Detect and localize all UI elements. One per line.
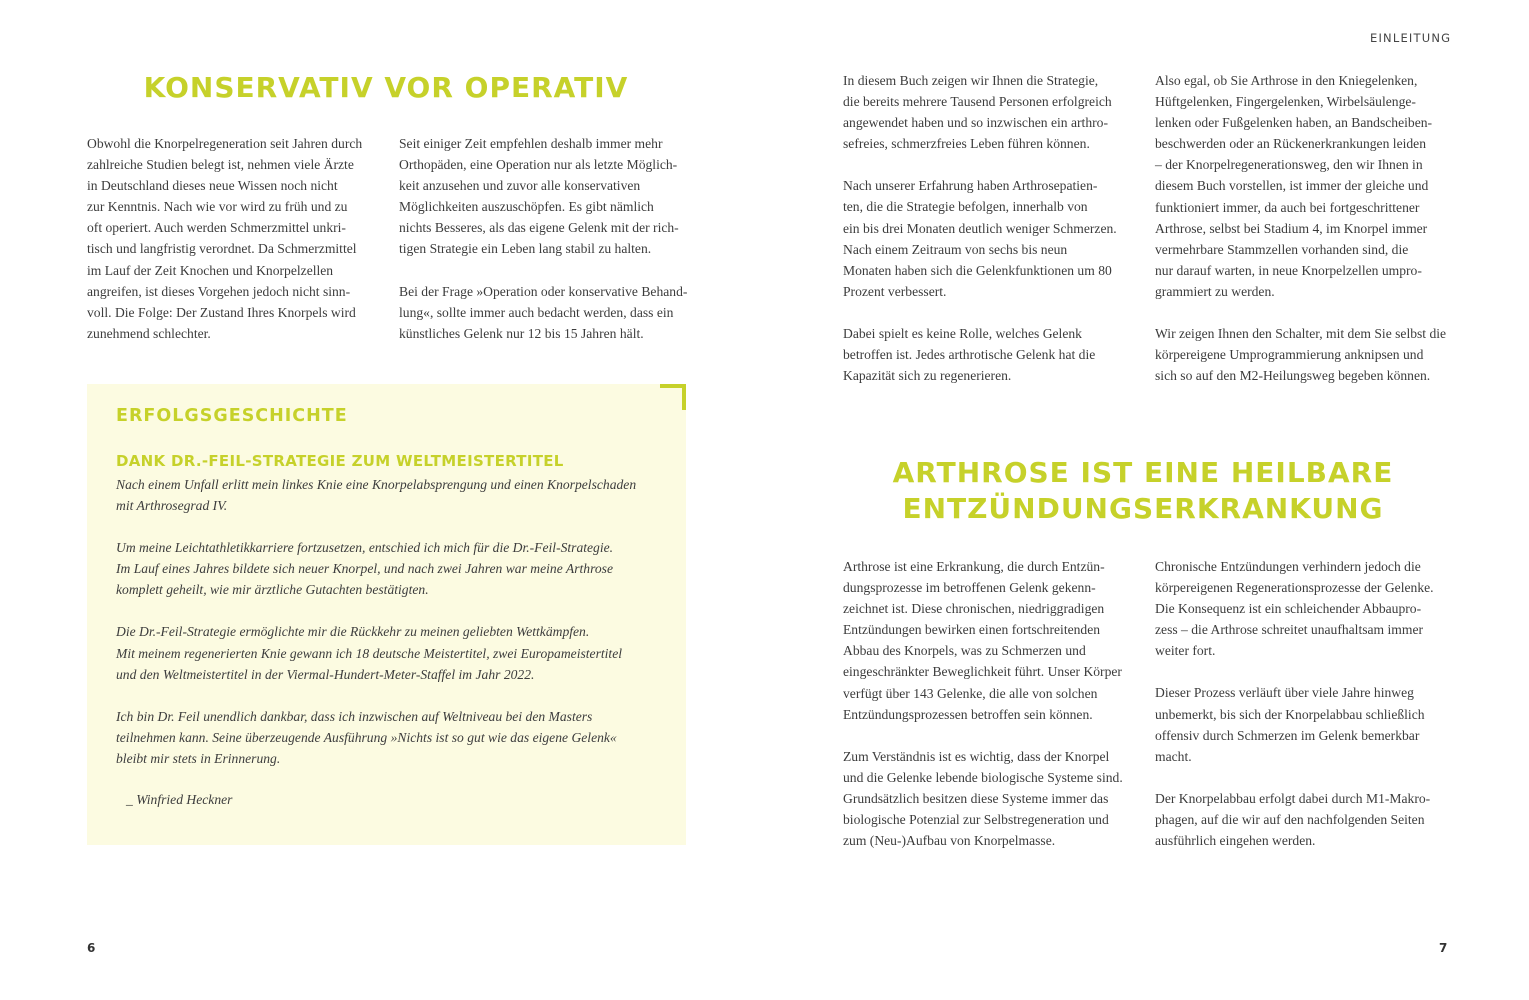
right-column-4 [1155, 556, 1455, 851]
right-column-3 [843, 556, 1143, 851]
left-column-1 [87, 133, 387, 344]
running-head: EINLEITUNG [1370, 31, 1452, 45]
section-heading-konservativ: KONSERVATIV VOR OPERATIV [143, 71, 629, 104]
paragraph: Der Knorpelabbau erfolgt dabei durch M1-Makro- phagen, auf die wir auf den nachfolgenden Seiten ausführlich eingehen werden. [1155, 790, 1431, 849]
box-title: DANK DR.-FEIL-STRATEGIE ZUM WELTMEISTERTITEL [116, 452, 564, 470]
heading-line: ENTZÜNDUNGSERKRANKUNG [902, 492, 1384, 525]
paragraph: Also egal, ob Sie Arthrose in den Kniegelenken, Hüftgelenken, Fingergelenken, Wirbelsäulenge- lenken oder Fußgelenken haben, an Bandscheiben- beschwerden oder an Rückenerkrankungen leiden – der Knorpelregenerationsweg, den wir Ihnen in diesem Buch vorstellen, ist immer der gleiche und funktioniert immer, da auch bei fortgeschrittener Arthrose, selbst bei Stadium 4, im Knorpel immer vermehrbare Stammzellen vorhanden sind, die nur darauf warten, in neue Knorpelzellen umpro- grammiert zu werden. [1155, 73, 1433, 299]
paragraph: Arthrose ist eine Erkrankung, die durch Entzün- dungsprozesse im betroffenen Gelenk gekenn- zeichnet ist. Diese chronischen, niedriggradigen Entzündungen bewirken einen fortschreitenden Abbau des Knorpels, was zu Schmerzen und eingeschränkter Beweglichkeit führt. Unser Körper verfügt über 143 Gelenke, die alle von solchen Entzündungsprozessen betroffen sein können. [843, 559, 1122, 722]
paragraph: Dabei spielt es keine Rolle, welches Gelenk betroffen ist. Jedes arthrotische Gelenk hat die Kapazität sich zu regenerieren. [843, 325, 1096, 384]
box-paragraph: Um meine Leichtathletikkarriere fortzusetzen, entschied ich mich für die Dr.-Feil-Strategie. Im Lauf eines Jahres bildete sich neuer Knorpel, und nach zwei Jahren war meine Arthrose komplett geheilt, wie mir ärztliche Gutachten bestätigten. [116, 540, 614, 598]
paragraph: Wir zeigen Ihnen den Schalter, mit dem Sie selbst die körpereigene Umprogrammierung anknipsen und sich so auf den M2-Heilungsweg begeben können. [1155, 326, 1447, 384]
right-column-2 [1155, 70, 1455, 386]
box-body [116, 474, 676, 790]
paragraph: Nach unserer Erfahrung haben Arthrosepatien- ten, die die Strategie befolgen, innerhalb von ein bis drei Monaten deutlich weniger Schmerzen. Nach einem Zeitraum von sechs bis neun Monaten haben sich die Gelenkfunktionen um 80 Prozent verbessert. [843, 178, 1117, 299]
box-paragraph: Ich bin Dr. Feil unendlich dankbar, dass ich inzwischen auf Weltniveau bei den Masters teilnehmen kann. Seine überzeugende Ausführung »Nichts ist so gut wie das eigene Gelenk« bleibt mir stets in Erinnerung. [116, 708, 617, 766]
paragraph: Dieser Prozess verläuft über viele Jahre hinweg unbemerkt, bis sich der Knorpelabbau schließlich offensiv durch Schmerzen im Gelenk bemerkbar macht. [1155, 685, 1425, 764]
section-heading-arthrose [843, 455, 1443, 527]
paragraph: Zum Verständnis ist es wichtig, dass der Knorpel und die Gelenke lebende biologische Systeme sind. Grundsätzlich besitzen diese Systeme immer das biologische Potenzial zur Selbstregeneration und zum (Neu-)Aufbau von Knorpelmasse. [843, 748, 1123, 849]
page-number-right: 7 [1439, 941, 1448, 955]
corner-accent [660, 384, 686, 410]
paragraph: Obwohl die Knorpelregeneration seit Jahren durch zahlreiche Studien belegt ist, nehmen viele Ärzte in Deutschland dieses neue Wissen noch nicht zur Kenntnis. Nach wie vor wird zu früh und zu oft operiert. Auch werden Schmerzmittel unkri- tisch und langfristig verordnet. Da Schmerzmittel im Lauf der Zeit Knochen und Knorpelzellen angreifen, ist dieses Vorgehen jedoch nicht sinn- voll. Die Folge: Der Zustand Ihres Knorpels wird zunehmend schlechter. [87, 136, 363, 341]
box-paragraph: Nach einem Unfall erlitt mein linkes Knie eine Knorpelabsprengung und einen Knorpelschaden mit Arthrosegrad IV. [116, 477, 637, 514]
paragraph: Bei der Frage »Operation oder konservative Behand- lung«, sollte immer auch bedacht werden, dass ein künstliches Gelenk nur 12 bis 15 Jahren hält. [399, 283, 688, 341]
paragraph: In diesem Buch zeigen wir Ihnen die Strategie, die bereits mehrere Tausend Personen erfolgreich angewendet haben und so inzwischen ein arthro- sefreies, schmerzfreies Leben führen können. [843, 73, 1112, 152]
box-paragraph: Die Dr.-Feil-Strategie ermöglichte mir die Rückkehr zu meinen geliebten Wettkämpfen. Mit meinem regenerierten Knie gewann ich 18 deutsche Meistertitel, zwei Europameistertitel und den Weltmeistertitel in der Viermal-Hundert-Meter-Staffel im Jahr 2022. [116, 624, 623, 682]
heading-line: ARTHROSE IST EINE HEILBARE [892, 456, 1394, 489]
signature: _ Winfried Heckner [126, 792, 233, 807]
page-number-left: 6 [87, 941, 96, 955]
left-column-2 [399, 133, 699, 344]
box-kicker: ERFOLGSGESCHICHTE [116, 406, 348, 426]
paragraph: Chronische Entzündungen verhindern jedoch die körpereigenen Regenerationsprozesse der Gelenke. Die Konsequenz ist ein schleichender Abbaupro- zess – die Arthrose schreitet unaufhaltsam immer weiter fort. [1155, 559, 1434, 659]
right-column-1 [843, 70, 1143, 386]
paragraph: Seit einiger Zeit empfehlen deshalb immer mehr Orthopäden, eine Operation nur als letzte Möglich- keit anzusehen und zuvor alle konservativen Möglichkeiten auszuschöpfen. Es gibt nämlich nichts Besseres, als das eigene Gelenk mit der rich- tigen Strategie ein Leben lang stabil zu halten. [399, 136, 679, 257]
